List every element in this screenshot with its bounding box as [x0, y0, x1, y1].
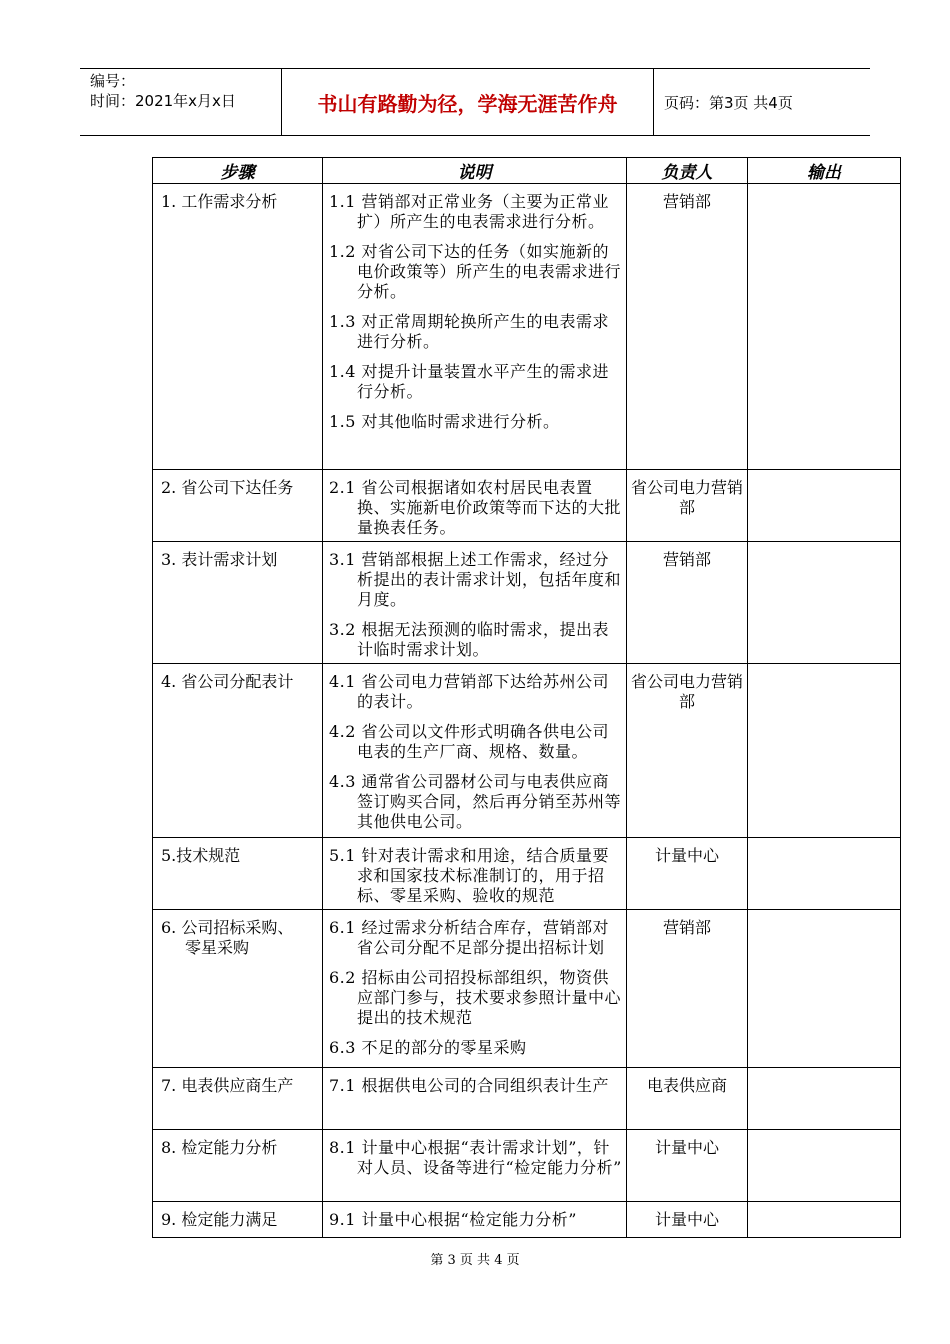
- table-row: [153, 470, 901, 542]
- description-cell: [323, 184, 627, 470]
- table-row: [153, 542, 901, 664]
- step-label: 4. 省公司分配表计: [161, 672, 294, 691]
- description-item: 7.1 根据供电公司的合同组织表计生产: [329, 1076, 610, 1095]
- output-cell: [748, 1068, 901, 1130]
- header-page-info: 页码：第3页 共4页: [664, 93, 793, 112]
- header-responsible: 负责人: [627, 158, 748, 184]
- step-cell: [153, 1130, 323, 1202]
- description-item: 1.2 对省公司下达的任务（如实施新的电价政策等）所产生的电表需求进行分析。: [329, 242, 622, 301]
- step-cell: [153, 184, 323, 470]
- output-cell: [748, 542, 901, 664]
- step-cell: [153, 1068, 323, 1130]
- description-item: 3.1 营销部根据上述工作需求，经过分析提出的表计需求计划，包括年度和月度。: [329, 550, 622, 609]
- description-cell: [323, 542, 627, 664]
- description-item: 2.1 省公司根据诸如农村居民电表置换、实施新电价政策等而下达的大批量换表任务。: [329, 478, 622, 537]
- output-cell: [748, 1202, 901, 1238]
- step-cell: [153, 664, 323, 838]
- header-output: 输出: [748, 158, 901, 184]
- step-label: 6. 公司招标采购、: [161, 918, 294, 937]
- description-cell: [323, 910, 627, 1068]
- description-item: 5.1 针对表计需求和用途，结合质量要求和国家技术标准制订的，用于招标、零星采购、验收的规范: [329, 846, 610, 905]
- step-label: 8. 检定能力分析: [161, 1138, 278, 1157]
- responsible-cell: 计量中心: [627, 1130, 748, 1202]
- table-row: [153, 910, 901, 1068]
- responsible-cell: 计量中心: [627, 838, 748, 910]
- step-cell: [153, 470, 323, 542]
- output-cell: [748, 184, 901, 470]
- header-motto: 书山有路勤为径，学海无涯苦作舟: [282, 69, 654, 135]
- document-number-label: 编号：: [90, 72, 136, 90]
- header-meta: [80, 69, 282, 135]
- table-row: [153, 664, 901, 838]
- description-cell: [323, 664, 627, 838]
- responsible-cell: 营销部: [627, 910, 748, 1068]
- responsible-cell: 营销部: [627, 184, 748, 470]
- header-step: 步骤: [153, 158, 323, 184]
- step-cell: [153, 1202, 323, 1238]
- description-item: 6.2 招标由公司招投标部组织，物资供应部门参与，技术要求参照计量中心提出的技术规范: [329, 968, 622, 1027]
- description-cell: [323, 1068, 627, 1130]
- responsible-cell: 计量中心: [627, 1202, 748, 1238]
- process-table: [152, 157, 901, 1238]
- description-item: 4.2 省公司以文件形式明确各供电公司电表的生产厂商、规格、数量。: [329, 722, 610, 761]
- output-cell: [748, 910, 901, 1068]
- page-header: [80, 68, 870, 136]
- description-cell: [323, 470, 627, 542]
- description-item: 4.1 省公司电力营销部下达给苏州公司的表计。: [329, 672, 610, 711]
- step-label: 2. 省公司下达任务: [161, 478, 294, 497]
- output-cell: [748, 1130, 901, 1202]
- responsible-cell: 电表供应商: [627, 1068, 748, 1130]
- description-item: 9.1 计量中心根据“检定能力分析”: [329, 1210, 577, 1229]
- step-cell: [153, 838, 323, 910]
- header-description: 说明: [323, 158, 627, 184]
- table-row: [153, 1202, 901, 1238]
- description-item: 6.3 不足的部分的零星采购: [329, 1038, 527, 1057]
- step-label-continued: 零星采购: [185, 938, 250, 957]
- description-cell: [323, 1130, 627, 1202]
- description-item: 3.2 根据无法预测的临时需求，提出表计临时需求计划。: [329, 620, 610, 659]
- table-row: [153, 184, 901, 470]
- description-item: 4.3 通常省公司器材公司与电表供应商签订购买合同，然后再分销至苏州等其他供电公司。: [329, 772, 622, 831]
- responsible-cell: 营销部: [627, 542, 748, 664]
- description-item: 1.1 营销部对正常业务（主要为正常业扩）所产生的电表需求进行分析。: [329, 192, 610, 231]
- description-item: 1.5 对其他临时需求进行分析。: [329, 412, 560, 431]
- step-label: 3. 表计需求计划: [161, 550, 278, 569]
- output-cell: [748, 470, 901, 542]
- output-cell: [748, 664, 901, 838]
- description-cell: [323, 1202, 627, 1238]
- table-body: [153, 184, 901, 1238]
- table-header-row: [153, 158, 901, 184]
- responsible-cell: 省公司电力营销部: [627, 470, 748, 542]
- step-label: 1. 工作需求分析: [161, 192, 278, 211]
- description-item: 1.4 对提升计量装置水平产生的需求进行分析。: [329, 362, 610, 401]
- table-row: [153, 838, 901, 910]
- description-cell: [323, 838, 627, 910]
- output-cell: [748, 838, 901, 910]
- step-label: 5.技术规范: [161, 846, 241, 865]
- step-cell: [153, 542, 323, 664]
- responsible-cell: 省公司电力营销部: [627, 664, 748, 838]
- description-item: 6.1 经过需求分析结合库存，营销部对省公司分配不足部分提出招标计划: [329, 918, 610, 957]
- table-row: [153, 1130, 901, 1202]
- step-label: 9. 检定能力满足: [161, 1210, 278, 1229]
- table-row: [153, 1068, 901, 1130]
- description-item: 1.3 对正常周期轮换所产生的电表需求进行分析。: [329, 312, 610, 351]
- step-label: 7. 电表供应商生产: [161, 1076, 294, 1095]
- document-date: 时间：2021年x月x日: [90, 92, 236, 110]
- description-item: 8.1 计量中心根据“表计需求计划”，针对人员、设备等进行“检定能力分析”: [329, 1138, 622, 1177]
- step-cell: [153, 910, 323, 1068]
- page-footer: 第 3 页 共 4 页: [430, 1253, 520, 1268]
